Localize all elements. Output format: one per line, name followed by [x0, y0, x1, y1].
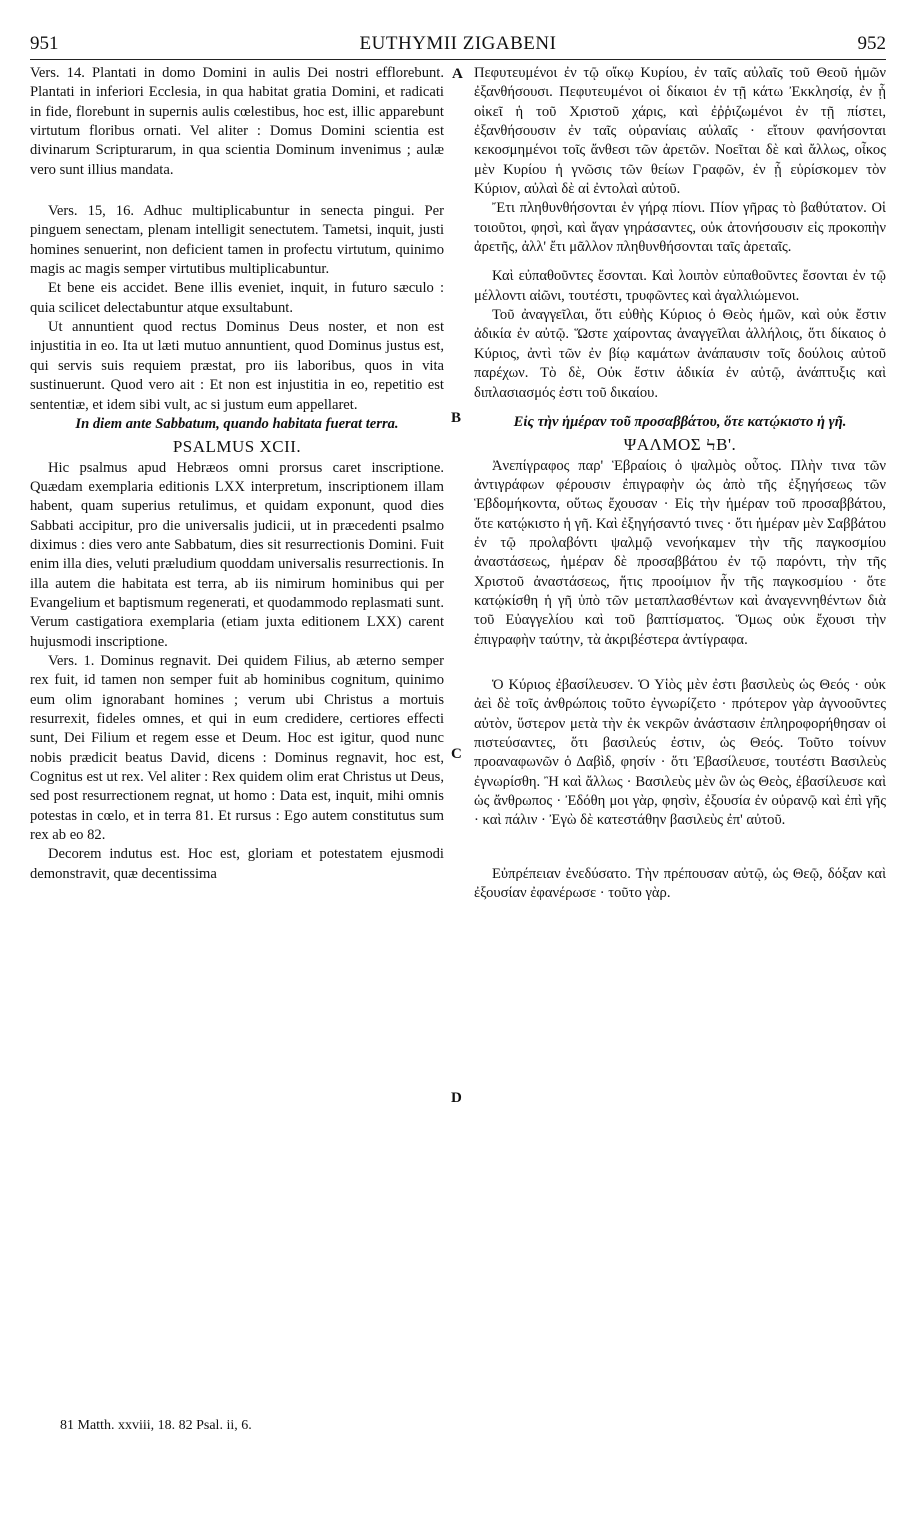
latin-verse-15-16: Vers. 15, 16. Adhuc multiplicabuntur in senecta pingui. Per pinguem senectam, plenam intelligit senectutem. Tametsi, inquit, justi homines senuerint, non deficient tamen in profectu virtutum, quinimo magis ac magis semper virtutibus multiplicabuntur. — [30, 203, 444, 278]
latin-column — [30, 64, 444, 884]
margin-marker-d: D — [451, 1090, 462, 1106]
page-number-right: 952 — [857, 33, 886, 54]
greek-inscription: Εἰς τὴν ἡμέραν τοῦ προσαββάτου, ὅτε κατῴκιστο ἡ γῆ. — [513, 413, 847, 430]
greek-column — [474, 64, 886, 903]
running-title: EUTHYMII ZIGABENI — [359, 33, 557, 54]
margin-marker-c: C — [451, 746, 462, 762]
greek-verse-1: Ὁ Κύριος ἐβασίλευσεν. Ὁ Υἱὸς μὲν ἐστι βασιλεὺς ὡς Θεός · οὐκ ἀεὶ δὲ τοῖς ἀνθρώποις τοῦτο ἐγνωρίζετο · πρότερον γὰρ ἀγνοοῦντες αὐτὸν, ὕστερον μετὰ τὴν ἐκ νεκρῶν ἀνάστασιν ἐπληροφορήθησαν οἱ πιστεύσαντες, ὅτι βασιλεύς ἐστιν, ὡς Θεός. Τοῦτο τοίνυν προαναφωνῶν ὁ Δαβὶδ, φησίν · ὅτι Ἐβασίλευσε, τουτέστι Βασιλεὺς ἐγνωρίσθη. Ἢ καὶ ἄλλως · Βασιλεὺς μὲν ὢν ὡς Θεὸς, ἐβασίλευσε καὶ ὡς ἄνθρωπος · Ἐδόθη μοι γὰρ, φησὶν, ἐξουσία ἐν οὐρανῷ καὶ ἐπὶ γῆς · καὶ πάλιν · Ἐγὼ δὲ κατεστάθην βασιλεὺς ἐπ' αὐτοῦ. — [474, 676, 886, 829]
greek-anangeilai: Τοῦ ἀναγγεῖλαι, ὅτι εὐθὴς Κύριος ὁ Θεὸς ἡμῶν, καὶ οὐκ ἔστιν ἀδικία ἐν αὐτῷ. Ὥστε χαίροντας ἀναγγεῖλαι ἀλλήλοις, ὅτι δίκαιος ὁ Κύριος, ἀντὶ τῶν ἐν βίῳ καμάτων ἀνάπαυσιν τοῖς δούλοις αὐτοῦ παρέχων. Τὸ δὲ, Οὐκ ἔστιν ἀδικία ἐν αὐτῷ, ἀνάπτυξις καὶ διπλασιασμός ἐστι τοῦ δικαίου. — [474, 307, 886, 401]
latin-inscription: In diem ante Sabbatum, quando habitata fuerat terra. — [75, 415, 399, 432]
greek-psalm-intro: Ἀνεπίγραφος παρ' Ἑβραίοις ὁ ψαλμὸς οὗτος. Πλὴν τινα τῶν ἀντιγράφων φέρουσιν ἐπιγραφὴν ὡς ἀπὸ τῆς ἐξηγήσεως τῶν Ἑβδομήκοντα, οὕτως ἔχουσαν · Εἰς τὴν ἡμέραν τοῦ προσαββάτου, ὅτε κατῴκιστο ἡ γῆ. Καὶ ἐξηγήσαντό τινες · ὅτι ἡμέραν μὲν Σαββάτου ἐν τῷ προλαβόντι ψαλμῷ νενοήκαμεν τὴν τῆς παγκοσμίου ἀναστάσεως, ἡμέραν δὲ προσαββάτου ἐν τῷ παρόντι, τὴν τῆς Χριστοῦ ἀναστάσεως, ἥτις προοίμιον ἦν τῆς παγκοσμίου · ὅτε κατῴκίσθη ἡ γῆ ὑπὸ τῶν μεταπλασθέντων καὶ ἀναγεννηθέντων διὰ τοῦ Εὐαγγελίου καὶ τοῦ βαπτίσματος. Ὅμως οὐκ ἔχουσι τὴν ἐπιγραφὴν ταύτην, τὰ ἀκριβέστερα ἀντίγραφα. — [474, 457, 886, 648]
greek-verse-15-16: Ἔτι πληθυνθήσονται ἐν γήρᾳ πίονι. Πίον γῆρας τὸ βαθύτατον. Οἱ τοιοῦτοι, φησὶ, καὶ ἄγαν γηράσαντες, οὐκ ἀτονήσουσιν εἰς προκοπὴν ἀρετῆς, ἀλλ' ἔτι μᾶλλον πληθυνθήσονται ταῖς ἀρεταῖς. — [474, 200, 886, 256]
latin-psalm-intro: Hic psalmus apud Hebræos omni prorsus caret inscriptione. Quædam exemplaria editionis LXX interpretum, inscriptionem illam habent, quam superius retulimus, et quidam exponunt, quod dies Sabbati accipitur, pro die universalis judicii, ut in præcedenti psalmo diximus : dies vero ante Sabbatum, dies sit resurrectionis Domini. Fuit enim illa dies, veluti præludium quoddam universalis resurrectionis. In illa autem die habitata est terra, ab iis nimirum hominibus qui per Evangelium et baptismum regenerati, et quodammodo replasmati sunt. Verum castigatiora exemplaria (etiam juxta editionem LXX) carent hujusmodi inscriptione. — [30, 459, 444, 650]
latin-decorem: Decorem indutus est. Hoc est, gloriam et potestatem ejusmodi demonstravit, quæ decentissima — [30, 846, 444, 882]
margin-marker-b: B — [451, 410, 462, 426]
latin-verse-1: Vers. 1. Dominus regnavit. Dei quidem Filius, ab æterno semper rex fuit, id tamen non semper fuit ab hominibus cognitum, quinimo eum olim ignorabant homines ; verum ubi Christus a mortuis resurrexit, fideles omnes, et qui in eum credidere, certiores effecti sunt, Dei Filium et regem esse et Deum. Hoc est igitur, quod nunc nobis prædicit beatus David, dicens : Dominus regnavit, hoc est, Cognitus est ut rex. Vel aliter : Rex quidem olim erat Christus ut Deus, sed post resurrectionem regnat, ut homo : Data est, inquit, mihi omnis potestas in cœlo, et in terra 81. Et rursus : Ego autem constitutus sum rex ab eo 82. — [30, 652, 444, 844]
latin-verse-14: Vers. 14. Plantati in domo Domini in aulis Dei nostri efflorebunt. Plantati in inferiori Ecclesia, in qua habitat gratia Domini, et radicati in fide, florebunt in supernis aulis cœlestibus, hoc est, illic apparebunt virtutum floribus ornati. Vel aliter : Domus Domini scientia est divinarum Scripturarum, in qua scientia Dominum invenimus ; aulæ vero sunt illius mandata. — [30, 65, 444, 178]
page-header — [30, 33, 886, 60]
latin-ut-annuntient: Ut annuntient quod rectus Dominus Deus noster, et non est injustitia in eo. Ita ut læti mutuo annuntient, quod Dominus justus est, qui servis suis requiem præstat, pro iis laboribus, quos in vita sustinuerunt. Quod vero ait : Et non est injustitia in eo, repetitio est sententiæ, et idem sibi vult, ac si justum eum appellaret. — [30, 319, 444, 413]
greek-verse-14: Πεφυτευμένοι ἐν τῷ οἴκῳ Κυρίου, ἐν ταῖς αὐλαῖς τοῦ Θεοῦ ἡμῶν ἐξανθήσουσι. Πεφυτευμένοι οἱ δίκαιοι ἐν τῇ κάτω Ἐκκλησίᾳ, ἐν ᾗ οἰκεῖ ἡ τοῦ Χριστοῦ χάρις, καὶ ἐῤῥιζωμένοι ἐν τῇ πίστει, ἐξανθήσουσιν ἐν ταῖς οὐρανίαις αὐλαῖς · εἴτουν φανήσονται κεκοσμημένοι τοῖς ἄνθεσι τῶν ἀρετῶν. Νοεῖται δὲ καὶ ἄλλως, οἶκος μὲν Κυρίου ἡ γνῶσις τῶν θείων Γραφῶν, ἐν ᾗ εὑρίσκομεν τὸν Κύριον, αὐλαὶ δὲ αἱ ἐντολαὶ αὐτοῦ. — [474, 65, 886, 198]
footnotes: 81 Matth. xxviii, 18. 82 Psal. ii, 6. — [60, 1418, 252, 1433]
latin-bene-eis: Et bene eis accidet. Bene illis eveniet, inquit, in futuro sæculo : quia scilicet delectabuntur atque exsultabunt. — [30, 280, 444, 316]
greek-eupathountes: Καὶ εὐπαθοῦντες ἔσονται. Καὶ λοιπὸν εὐπαθοῦντες ἔσονται ἐν τῷ μέλλοντι αἰῶνι, τουτέστι, τρυφῶντες καὶ ἀγαλλιώμενοι. — [474, 268, 886, 304]
greek-euprepeian: Εὐπρέπειαν ἐνεδύσατο. Τὴν πρέπουσαν αὐτῷ, ὡς Θεῷ, δόξαν καὶ ἐξουσίαν ἐφανέρωσε · τοῦτο γὰρ. — [474, 865, 886, 902]
margin-marker-a: A — [452, 66, 463, 82]
greek-psalm-title: ΨΑΛΜΟΣ ϞΒ'. — [623, 435, 737, 455]
page-number-left: 951 — [30, 33, 59, 54]
latin-psalm-title: PSALMUS XCII. — [172, 437, 302, 457]
